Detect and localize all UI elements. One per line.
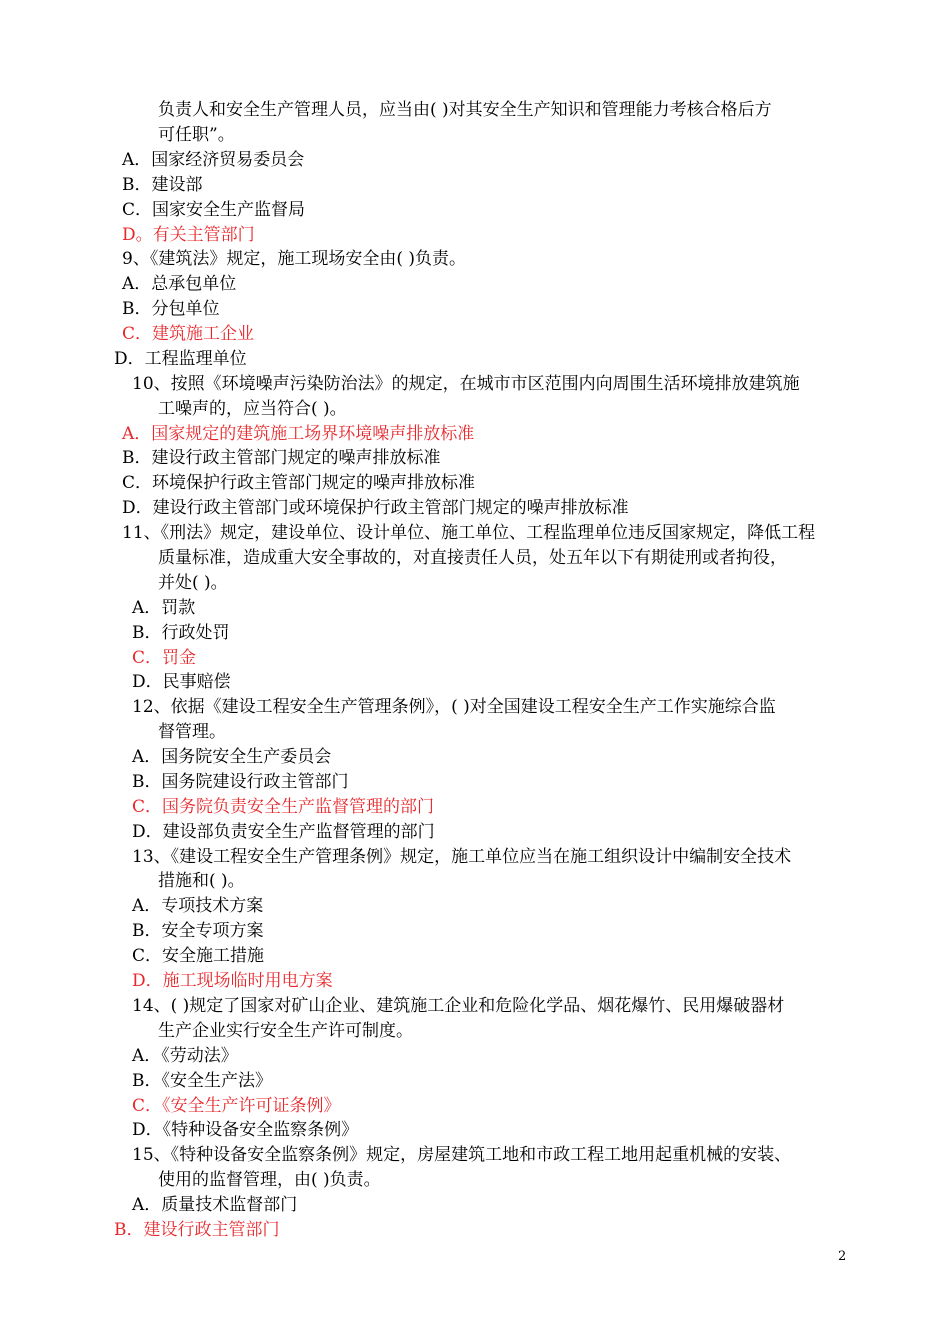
question-12-stem-line-1: 12、依据《建设工程安全生产管理条例》，( )对全国建设工程安全生产工作实施综合监	[132, 697, 776, 717]
question-8-stem-line-1: 负责人和安全生产管理人员，应当由( )对其安全生产知识和管理能力考核合格后方	[158, 100, 772, 120]
question-8-option-b: B．建设部	[122, 175, 203, 195]
question-10-option-b: B．建设行政主管部门规定的噪声排放标准	[122, 448, 441, 468]
question-9-option-d: D．工程监理单位	[114, 349, 247, 369]
question-11-stem-line-3: 并处( )。	[158, 573, 228, 593]
question-13-option-b: B．安全专项方案	[132, 921, 264, 941]
question-13-option-d-answer: D．施工现场临时用电方案	[132, 971, 333, 991]
question-11-stem-line-2: 质量标准，造成重大安全事故的，对直接责任人员，处五年以下有期徒刑或者拘役，	[158, 548, 787, 568]
question-12-option-d: D．建设部负责安全生产监督管理的部门	[132, 822, 435, 842]
question-8-option-d-answer: D。有关主管部门	[122, 225, 255, 245]
question-10-option-c: C．环境保护行政主管部门规定的噪声排放标准	[122, 473, 476, 493]
question-11-option-c-answer: C．罚金	[132, 648, 197, 668]
question-10-option-a-answer: A．国家规定的建筑施工场界环境噪声排放标准	[122, 424, 475, 444]
question-9-stem: 9、《建筑法》规定，施工现场安全由( )负责。	[122, 249, 466, 269]
question-14-stem-line-2: 生产企业实行安全生产许可制度。	[158, 1021, 413, 1041]
question-13-stem-line-1: 13、《建设工程安全生产管理条例》规定，施工单位应当在施工组织设计中编制安全技术	[132, 847, 792, 867]
question-12-option-c-answer: C．国务院负责安全生产监督管理的部门	[132, 797, 435, 817]
question-9-option-c-answer: C．建筑施工企业	[122, 324, 255, 344]
question-8-option-c: C．国家安全生产监督局	[122, 200, 306, 220]
question-11-option-d: D．民事赔偿	[132, 672, 231, 692]
question-8-option-a: A．国家经济贸易委员会	[122, 150, 305, 170]
question-14-option-c-answer: C．《安全生产许可证条例》	[132, 1096, 341, 1116]
question-8-stem-line-2: 可任职”。	[158, 125, 235, 145]
question-9-option-a: A．总承包单位	[122, 274, 237, 294]
question-13-option-a: A．专项技术方案	[132, 896, 264, 916]
question-9-option-b: B．分包单位	[122, 299, 220, 319]
page-number: 2	[838, 1249, 847, 1264]
question-11-stem-line-1: 11、《刑法》规定，建设单位、设计单位、施工单位、工程监理单位违反国家规定，降低工程	[122, 523, 816, 543]
question-13-stem-line-2: 措施和( )。	[158, 871, 245, 891]
question-15-stem-line-2: 使用的监督管理，由( )负责。	[158, 1170, 381, 1190]
question-14-stem-line-1: 14、( )规定了国家对矿山企业、建筑施工企业和危险化学品、烟花爆竹、民用爆破器材	[132, 996, 785, 1016]
question-12-stem-line-2: 督管理。	[158, 722, 226, 742]
question-11-option-b: B．行政处罚	[132, 623, 230, 643]
question-10-stem-line-2: 工噪声的，应当符合( )。	[158, 399, 347, 419]
question-10-option-d: D．建设行政主管部门或环境保护行政主管部门规定的噪声排放标准	[122, 498, 629, 518]
question-12-option-a: A．国务院安全生产委员会	[132, 747, 332, 767]
question-14-option-b: B．《安全生产法》	[132, 1071, 272, 1091]
question-15-option-a: A．质量技术监督部门	[132, 1195, 298, 1215]
question-13-option-c: C．安全施工措施	[132, 946, 265, 966]
question-10-stem-line-1: 10、按照《环境噪声污染防治法》的规定，在城市市区范围内向周围生活环境排放建筑施	[132, 374, 800, 394]
question-12-option-b: B．国务院建设行政主管部门	[132, 772, 349, 792]
question-15-option-b-answer: B．建设行政主管部门	[114, 1220, 280, 1240]
question-14-option-a: A．《劳动法》	[132, 1046, 238, 1066]
question-11-option-a: A．罚款	[132, 598, 196, 618]
question-15-stem-line-1: 15、《特种设备安全监察条例》规定，房屋建筑工地和市政工程工地用起重机械的安装、	[132, 1145, 792, 1165]
question-14-option-d: D．《特种设备安全监察条例》	[132, 1120, 359, 1140]
